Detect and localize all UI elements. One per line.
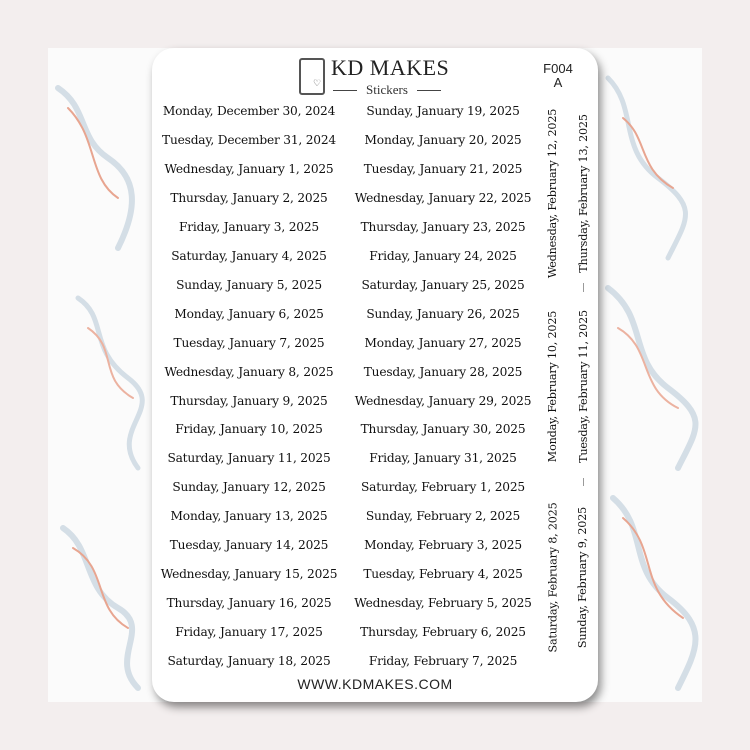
sheet-code-line1: F004 [543, 61, 573, 76]
date-sticker: Friday, January 17, 2025 [175, 625, 323, 640]
date-sticker: Tuesday, January 28, 2025 [363, 364, 523, 379]
website-url: WWW.KDMAKES.COM [297, 676, 453, 692]
vertical-date-label: Sunday, February 9, 2025 [576, 506, 590, 648]
date-sticker: Monday, January 20, 2025 [364, 132, 522, 147]
cut-line [583, 283, 584, 292]
date-sticker: Thursday, January 30, 2025 [360, 422, 526, 437]
brand-title: KD MAKES [331, 55, 450, 80]
vertical-date-label: Saturday, February 8, 2025 [546, 501, 560, 653]
vertical-date-sticker [568, 492, 598, 662]
date-sticker: Saturday, January 4, 2025 [171, 248, 327, 263]
date-sticker: Saturday, January 18, 2025 [167, 654, 331, 669]
date-sticker: Friday, February 7, 2025 [368, 654, 518, 669]
sticker-sheet [152, 48, 598, 702]
date-sticker: Tuesday, January 14, 2025 [169, 538, 329, 553]
date-sticker: Tuesday, January 7, 2025 [173, 335, 325, 350]
date-sticker: Tuesday, February 4, 2025 [363, 567, 523, 582]
date-sticker: Thursday, January 16, 2025 [166, 596, 332, 611]
date-sticker: Wednesday, January 22, 2025 [354, 190, 532, 205]
vertical-date-label: Monday, February 10, 2025 [546, 310, 560, 462]
date-sticker: Wednesday, February 5, 2025 [354, 596, 532, 611]
vertical-date-sticker [538, 298, 568, 474]
date-sticker: Sunday, February 2, 2025 [365, 509, 521, 524]
vertical-date-sticker [568, 298, 598, 474]
date-sticker: Thursday, January 23, 2025 [360, 219, 526, 234]
date-sticker: Wednesday, January 15, 2025 [160, 567, 338, 582]
vertical-date-label: Tuesday, February 11, 2025 [576, 309, 590, 463]
date-sticker: Thursday, February 6, 2025 [360, 625, 526, 640]
date-sticker: Friday, January 31, 2025 [369, 451, 517, 466]
date-sticker: Monday, December 30, 2024 [162, 104, 336, 118]
date-sticker: Sunday, January 19, 2025 [366, 104, 520, 118]
date-sticker: Monday, January 6, 2025 [174, 306, 324, 321]
date-sticker: Thursday, January 2, 2025 [170, 190, 328, 205]
date-sticker: Tuesday, December 31, 2024 [162, 132, 336, 147]
vertical-date-label: Wednesday, February 12, 2025 [546, 108, 560, 278]
date-sticker: Wednesday, January 1, 2025 [164, 161, 334, 176]
date-sticker: Saturday, January 25, 2025 [361, 277, 525, 292]
date-sticker: Tuesday, January 21, 2025 [363, 161, 523, 176]
planner-icon [299, 58, 325, 95]
date-sticker: Monday, February 3, 2025 [364, 538, 522, 553]
date-sticker: Wednesday, January 8, 2025 [164, 364, 334, 379]
sheet-code-line2: A [553, 75, 563, 90]
vertical-date-label: Thursday, February 13, 2025 [576, 113, 590, 273]
cut-line [583, 478, 584, 486]
date-sticker: Friday, January 24, 2025 [369, 248, 517, 263]
date-sticker: Monday, January 27, 2025 [364, 335, 522, 350]
date-sticker: Sunday, January 12, 2025 [172, 480, 326, 495]
date-sticker: Monday, January 13, 2025 [170, 509, 328, 524]
brand-subtitle: Stickers [331, 82, 443, 98]
date-sticker: Saturday, January 11, 2025 [167, 451, 331, 466]
sheet-code [538, 62, 578, 90]
brand-logo [299, 56, 459, 100]
date-sticker: Sunday, January 5, 2025 [176, 277, 322, 292]
date-sticker: Friday, January 10, 2025 [175, 422, 323, 437]
date-sticker: Wednesday, January 29, 2025 [354, 393, 532, 408]
date-sticker: Friday, January 3, 2025 [179, 219, 319, 234]
vertical-date-sticker [538, 106, 568, 280]
vertical-date-sticker [568, 106, 598, 280]
date-sticker: Thursday, January 9, 2025 [170, 393, 328, 408]
date-sticker: Sunday, January 26, 2025 [366, 306, 520, 321]
date-sticker: Saturday, February 1, 2025 [361, 480, 525, 495]
vertical-date-sticker [538, 492, 568, 662]
